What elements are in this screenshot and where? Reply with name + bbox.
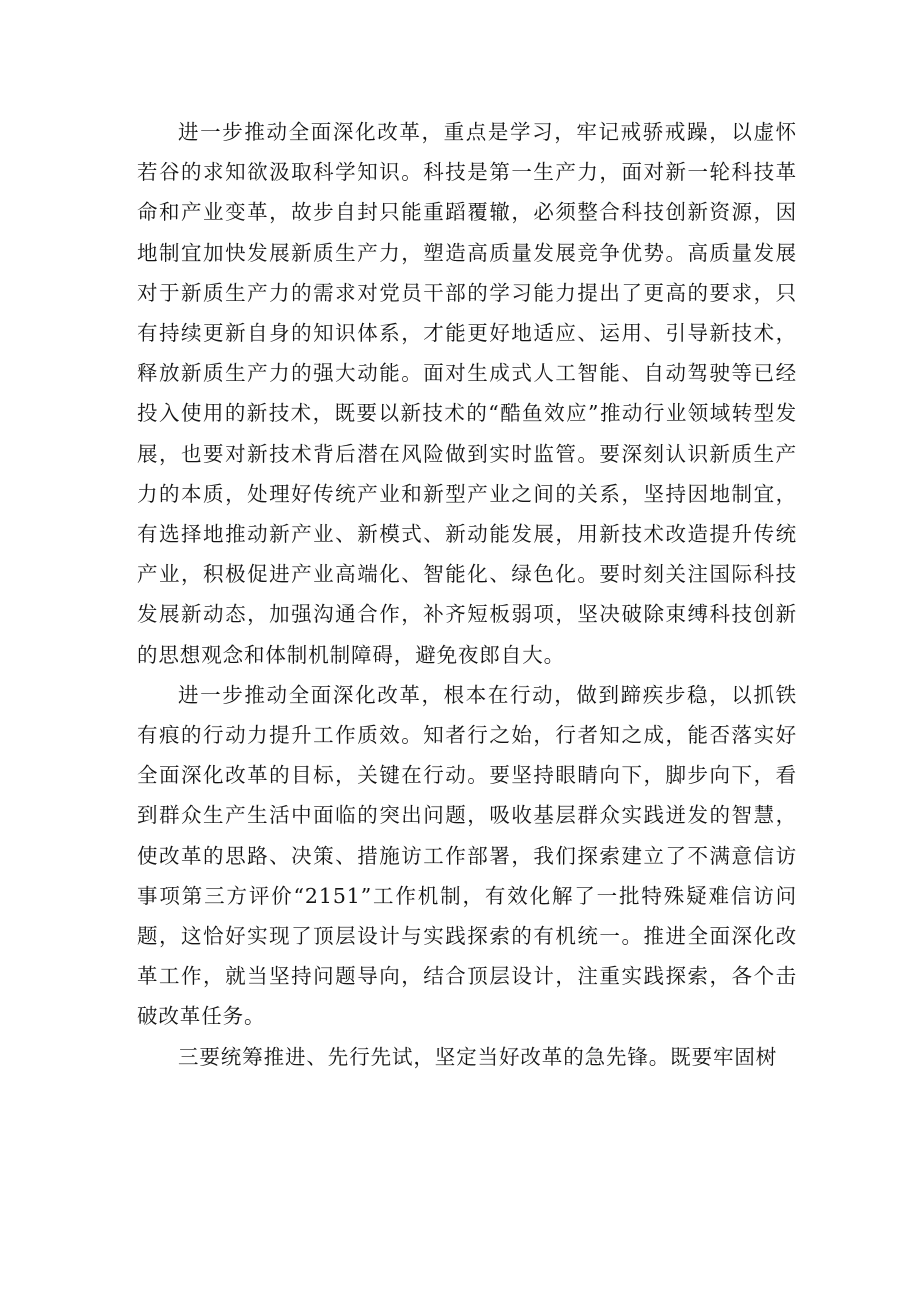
- document-body: [137, 112, 797, 1077]
- paragraph-2: 进一步推动全面深化改革，根本在行动，做到蹄疾步稳，以抓铁有痕的行动力提升工作质效。知者行之始，行者知之成，能否落实好全面深化改革的目标，关键在行动。要坚持眼睛向下，脚步向下，看到群众生产生活中面临的突出问题，吸收基层群众实践迸发的智慧，使改革的思路、决策、措施访工作部署，我们探索建立了不满意信访事项第三方评价“2151”工作机制，有效化解了一批特殊疑难信访问题，这恰好实现了顶层设计与实践探索的有机统一。推进全面深化改革工作，就当坚持问题导向，结合顶层设计，注重实践探索，各个击破改革任务。: [137, 682, 797, 1029]
- paragraph-1: 进一步推动全面深化改革，重点是学习，牢记戒骄戒躁，以虚怀若谷的求知欲汲取科学知识。科技是第一生产力，面对新一轮科技革命和产业变革，故步自封只能重蹈覆辙，必须整合科技创新资源，因地制宜加快发展新质生产力，塑造高质量发展竞争优势。高质量发展对于新质生产力的需求对党员干部的学习能力提出了更高的要求，只有持续更新自身的知识体系，才能更好地适应、运用、引导新技术，释放新质生产力的强大动能。面对生成式人工智能、自动驾驶等已经投入使用的新技术，既要以新技术的“酷鱼效应”推动行业领域转型发展，也要对新技术背后潜在风险做到实时监管。要深刻认识新质生产力的本质，处理好传统产业和新型产业之间的关系，坚持因地制宜，有选择地推动新产业、新模式、新动能发展，用新技术改造提升传统产业，积极促进产业高端化、智能化、绿色化。要时刻关注国际科技发展新动态，加强沟通合作，补齐短板弱项，坚决破除束缚科技创新的思想观念和体制机制障碍，避免夜郎自大。: [137, 120, 797, 667]
- paragraph-3: 三要统筹推进、先行先试，坚定当好改革的急先锋。既要牢固树: [178, 1044, 778, 1069]
